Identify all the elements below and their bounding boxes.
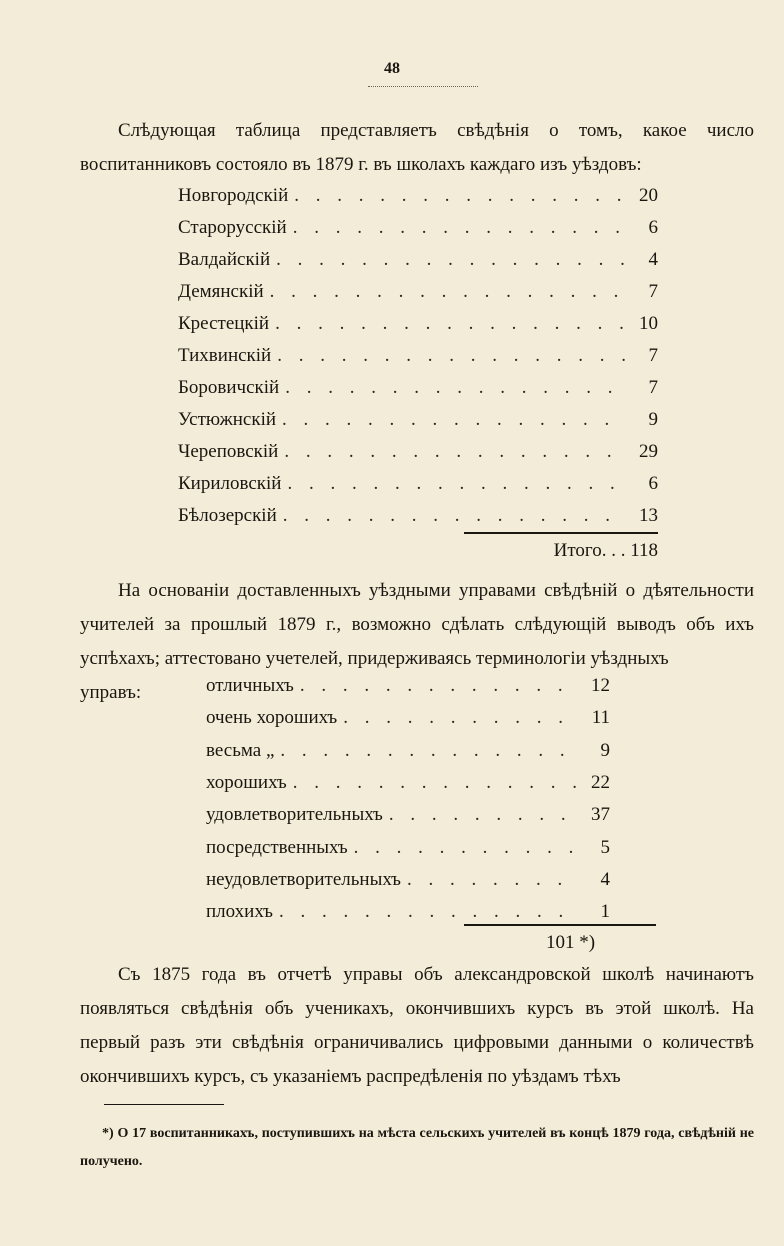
row-label: Валдайскій bbox=[178, 249, 271, 270]
row-value: 29 bbox=[639, 441, 658, 462]
dot-leader bbox=[280, 735, 578, 767]
table-row bbox=[178, 244, 658, 276]
table2-sum-rule bbox=[464, 924, 656, 926]
row-label: Демянскій bbox=[178, 281, 264, 302]
table-row bbox=[178, 180, 658, 212]
intro-paragraph: Слѣдующая таблица представляетъ свѣдѣнія о томъ, какое число воспитанниковъ состояло въ 1879 г. въ школахъ каждаго изъ уѣздовъ: bbox=[80, 120, 754, 175]
dot-leader bbox=[283, 500, 626, 532]
dot-leader bbox=[270, 276, 626, 308]
table-row bbox=[178, 436, 658, 468]
dot-leader bbox=[284, 436, 626, 468]
row-value: 4 bbox=[600, 868, 610, 890]
row-value: 9 bbox=[600, 739, 610, 761]
dot-leader bbox=[354, 832, 578, 864]
row-label: Крестецкій bbox=[178, 313, 270, 334]
page-number: 48 bbox=[384, 60, 400, 77]
dot-leader bbox=[294, 180, 626, 212]
row-value: 7 bbox=[648, 377, 658, 398]
school-paragraph: Съ 1875 года въ отчетѣ управы объ александровской школѣ начинаютъ появляться свѣдѣнія объ ученикахъ, окончившихъ курсъ въ этой школѣ. На первый разъ эти свѣдѣнія ограничивались цифровыми данными о количествѣ окончившихъ курсъ, съ указаніемъ распредѣленія по уѣздамъ тѣхъ bbox=[80, 964, 754, 1087]
row-label: весьма „ bbox=[206, 739, 275, 761]
dot-leader bbox=[282, 404, 626, 436]
dot-leader bbox=[285, 372, 626, 404]
row-label: Бѣлозерскій bbox=[178, 505, 277, 526]
row-label: неудовлетворительныхъ bbox=[206, 868, 401, 890]
row-label: плохихъ bbox=[206, 901, 273, 923]
table-row bbox=[178, 308, 658, 340]
table-row bbox=[206, 864, 610, 896]
dot-leader bbox=[343, 702, 578, 734]
table-row bbox=[178, 468, 658, 500]
row-value: 4 bbox=[648, 249, 658, 270]
row-value: 7 bbox=[648, 281, 658, 302]
row-label: Кириловскій bbox=[178, 473, 282, 494]
row-value: 13 bbox=[639, 505, 658, 526]
row-label: Тихвинскій bbox=[178, 345, 272, 366]
page-number-rule bbox=[368, 86, 478, 87]
footnote-rule bbox=[104, 1104, 224, 1105]
table-row bbox=[178, 212, 658, 244]
table-row bbox=[206, 670, 610, 702]
row-value: 37 bbox=[591, 804, 610, 826]
dot-leader bbox=[287, 468, 626, 500]
row-label: Новгородскій bbox=[178, 185, 289, 206]
row-value: 5 bbox=[600, 836, 610, 858]
row-value: 20 bbox=[639, 185, 658, 206]
row-label: очень хорошихъ bbox=[206, 707, 338, 729]
row-value: 10 bbox=[639, 313, 658, 334]
row-value: 7 bbox=[648, 345, 658, 366]
teachers-paragraph: На основаніи доставленныхъ уѣздными управами свѣдѣній о дѣятельности учителей за прошлый 1879 г., возможно сдѣлать слѣдующій выводъ объ ихъ успѣхахъ; аттестовано учетелей, придерживаясь терминологіи уѣздныхъ bbox=[80, 580, 754, 669]
row-value: 1 bbox=[600, 901, 610, 923]
row-label: Старорусскій bbox=[178, 217, 287, 238]
table-row bbox=[178, 340, 658, 372]
row-value: 22 bbox=[591, 771, 610, 793]
dot-leader bbox=[389, 799, 578, 831]
table-row bbox=[206, 832, 610, 864]
dot-leader bbox=[275, 308, 626, 340]
table-row bbox=[178, 372, 658, 404]
table1-sum-rule bbox=[464, 532, 658, 534]
table-row bbox=[206, 735, 610, 767]
dot-leader bbox=[407, 864, 578, 896]
dot-leader bbox=[293, 767, 578, 799]
table1-total: Итого. . . 118 bbox=[553, 540, 658, 561]
row-label: отличныхъ bbox=[206, 675, 294, 696]
row-value: 9 bbox=[648, 409, 658, 430]
table-row bbox=[178, 404, 658, 436]
table2-total: 101 *) bbox=[546, 932, 596, 953]
table-row bbox=[206, 799, 610, 831]
teachers-paragraph-end: управъ: bbox=[80, 682, 142, 703]
row-label: хорошихъ bbox=[206, 771, 287, 793]
row-label: Устюжнскій bbox=[178, 409, 277, 430]
table-row bbox=[178, 500, 658, 532]
table-row bbox=[206, 767, 610, 799]
dot-leader bbox=[276, 244, 626, 276]
footnote: *) О 17 воспитанникахъ, поступившихъ на мѣста сельскихъ учителей въ концѣ 1879 года, свѣдѣній не получено. bbox=[80, 1126, 754, 1169]
table-row bbox=[206, 702, 610, 734]
row-label: Боровичскій bbox=[178, 377, 280, 398]
table-row bbox=[178, 276, 658, 308]
dot-leader bbox=[277, 340, 626, 372]
row-label: удовлетворительныхъ bbox=[206, 804, 383, 826]
row-value: 12 bbox=[591, 675, 610, 696]
row-value: 6 bbox=[648, 217, 658, 238]
dot-leader bbox=[293, 212, 626, 244]
row-label: Череповскій bbox=[178, 441, 279, 462]
row-label: посредственныхъ bbox=[206, 836, 348, 858]
dot-leader bbox=[300, 670, 578, 702]
row-value: 11 bbox=[591, 707, 610, 729]
row-value: 6 bbox=[648, 473, 658, 494]
